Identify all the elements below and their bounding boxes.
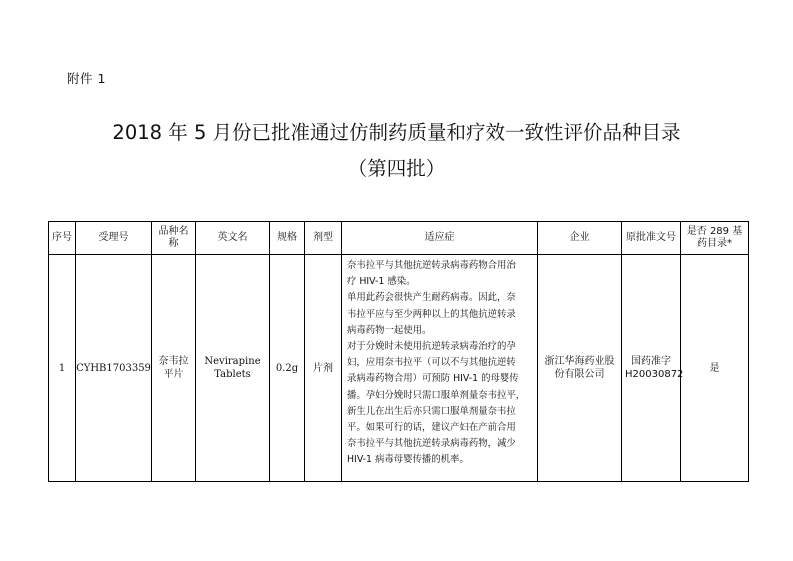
table-row xyxy=(49,255,749,482)
header-indication: 适应症 xyxy=(342,222,538,255)
table-header-row xyxy=(49,222,749,255)
indication-line: 奈韦拉平与其他抗逆转录病毒药物，减少 xyxy=(347,438,516,450)
cell-essential-289: 是 xyxy=(681,255,749,482)
page-title: 2018 年 5 月份已批准通过仿制药质量和疗效一致性评价品种目录 xyxy=(112,121,681,144)
attachment-label: 附件 1 xyxy=(67,71,106,86)
cell-company: 浙江华海药业股份有限公司 xyxy=(538,255,622,482)
header-approval-no: 原批准文号 xyxy=(622,222,681,255)
header-dosage-form: 剂型 xyxy=(305,222,342,255)
cell-product-name: 奈韦拉平片 xyxy=(152,255,196,482)
header-seq: 序号 xyxy=(49,222,76,255)
header-company: 企业 xyxy=(538,222,622,255)
indication-line: 疗 HIV-1 感染。 xyxy=(347,276,416,288)
cell-indication xyxy=(342,255,538,482)
header-english-name: 英文名 xyxy=(196,222,270,255)
cell-english-name: Nevirapine Tablets xyxy=(196,255,270,482)
indication-line: 播。孕妇分娩时只需口服单剂量奈韦拉平， xyxy=(347,389,526,401)
indication-line: 韦拉平应与至少两种以上的其他抗逆转录 xyxy=(347,308,516,320)
indication-line: 病毒药物一起使用。 xyxy=(347,324,432,336)
cell-dosage-form: 片剂 xyxy=(305,255,342,482)
header-product-name: 品种名称 xyxy=(152,222,196,255)
page-subtitle: （第四批） xyxy=(347,157,446,180)
header-acceptance-no: 受理号 xyxy=(76,222,152,255)
indication-line: 平。如果可行的话，建议产妇在产前合用 xyxy=(347,422,516,434)
drug-catalog-table xyxy=(48,221,749,482)
indication-line: 单用此药会很快产生耐药病毒。因此，奈 xyxy=(347,292,516,304)
indication-line: 妇，应用奈韦拉平（可以不与其他抗逆转 xyxy=(347,357,516,369)
indication-line: 奈韦拉平与其他抗逆转录病毒药物合用治 xyxy=(347,260,516,271)
indication-line: 对于分娩时未使用抗逆转录病毒治疗的孕 xyxy=(347,341,516,353)
indication-line: 新生儿在出生后亦只需口服单剂量奈韦拉 xyxy=(347,405,516,417)
cell-acceptance-no: CYHB1703359 xyxy=(76,255,152,482)
cell-seq: 1 xyxy=(49,255,76,482)
header-essential-289: 是否 289 基药目录* xyxy=(681,222,749,255)
indication-line: HIV-1 病毒母婴传播的机率。 xyxy=(347,454,469,466)
indication-line: 录病毒药物合用）可预防 HIV-1 的母婴传 xyxy=(347,373,519,385)
cell-spec: 0.2g xyxy=(270,255,305,482)
cell-approval-no: 国药准字 H20030872 xyxy=(622,255,681,482)
header-spec: 规格 xyxy=(270,222,305,255)
